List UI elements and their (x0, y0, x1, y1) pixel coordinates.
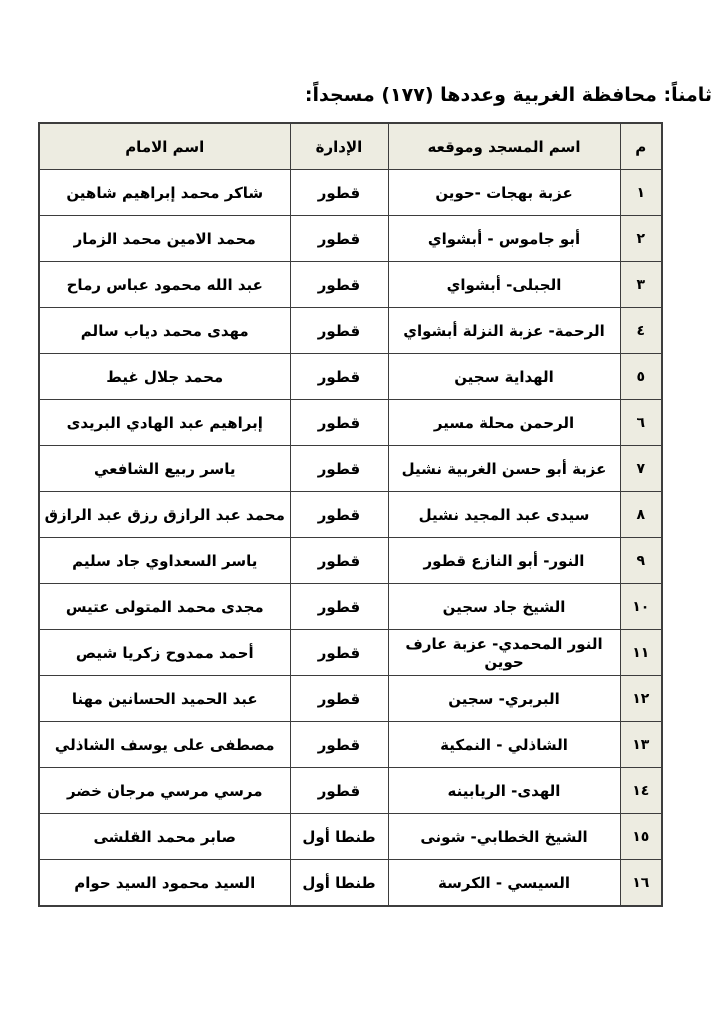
imam-cell: صابر محمد القلشى (39, 814, 290, 860)
imam-cell: ياسر السعداوي جاد سليم (39, 538, 290, 584)
row-number: ١ (620, 170, 662, 216)
imam-cell: مجدى محمد المتولى عتيس (39, 584, 290, 630)
admin-cell: قطور (290, 630, 388, 676)
mosque-cell: سيدى عبد المجيد نشيل (388, 492, 620, 538)
row-number: ١٢ (620, 676, 662, 722)
admin-cell: قطور (290, 354, 388, 400)
imam-cell: عبد الحميد الحسانين مهنا (39, 676, 290, 722)
imam-cell: ياسر ربيع الشافعي (39, 446, 290, 492)
admin-cell: قطور (290, 492, 388, 538)
admin-cell: قطور (290, 538, 388, 584)
table-row (39, 354, 662, 400)
admin-cell: قطور (290, 446, 388, 492)
mosque-cell: الشاذلي - النمكية (388, 722, 620, 768)
mosque-cell: النور- أبو النازع قطور (388, 538, 620, 584)
row-number: ٤ (620, 308, 662, 354)
imam-cell: السيد محمود السيد حوام (39, 860, 290, 907)
imam-cell: محمد الامين محمد الزمار (39, 216, 290, 262)
admin-cell: قطور (290, 308, 388, 354)
table-row (39, 538, 662, 584)
table-row (39, 584, 662, 630)
admin-cell: قطور (290, 722, 388, 768)
table-row (39, 492, 662, 538)
row-number: ٣ (620, 262, 662, 308)
table-header-row (39, 123, 662, 170)
table-row (39, 216, 662, 262)
row-number: ٢ (620, 216, 662, 262)
header-admin: الإدارة (290, 123, 388, 170)
row-number: ٧ (620, 446, 662, 492)
table-row (39, 860, 662, 907)
admin-cell: قطور (290, 262, 388, 308)
row-number: ٨ (620, 492, 662, 538)
mosque-cell: الرحمة- عزبة النزلة أبشواي (388, 308, 620, 354)
header-number: م (620, 123, 662, 170)
table-row (39, 308, 662, 354)
admin-cell: قطور (290, 676, 388, 722)
imam-cell: شاكر محمد إبراهيم شاهين (39, 170, 290, 216)
table-row (39, 170, 662, 216)
admin-cell: قطور (290, 170, 388, 216)
mosque-cell: الرحمن محلة مسير (388, 400, 620, 446)
mosque-cell: النور المحمدي- عزبة عارف حوين (388, 630, 620, 676)
admin-cell: قطور (290, 400, 388, 446)
mosque-cell: عزبة بهجات -حوين (388, 170, 620, 216)
table-row (39, 768, 662, 814)
row-number: ٩ (620, 538, 662, 584)
row-number: ١١ (620, 630, 662, 676)
mosque-cell: الشيخ جاد سجين (388, 584, 620, 630)
table-row (39, 676, 662, 722)
mosque-cell: الهدى- الريابينه (388, 768, 620, 814)
admin-cell: طنطا أول (290, 814, 388, 860)
imam-cell: مصطفى على يوسف الشاذلي (39, 722, 290, 768)
row-number: ١٦ (620, 860, 662, 907)
table-row (39, 446, 662, 492)
imam-cell: محمد عبد الرازق رزق عبد الرازق (39, 492, 290, 538)
admin-cell: قطور (290, 216, 388, 262)
imam-cell: عبد الله محمود عباس رماح (39, 262, 290, 308)
row-number: ١٣ (620, 722, 662, 768)
row-number: ١٤ (620, 768, 662, 814)
imam-cell: مهدى محمد دياب سالم (39, 308, 290, 354)
page-title: ثامناً: محافظة الغربية وعددها (١٧٧) مسجداً: (304, 84, 712, 106)
imam-cell: إبراهيم عبد الهادي البريدى (39, 400, 290, 446)
admin-cell: طنطا أول (290, 860, 388, 907)
mosques-table (38, 122, 663, 907)
row-number: ١٥ (620, 814, 662, 860)
mosque-cell: الشيخ الخطابي- شونى (388, 814, 620, 860)
row-number: ١٠ (620, 584, 662, 630)
mosque-cell: الهداية سجين (388, 354, 620, 400)
table-row (39, 400, 662, 446)
imam-cell: مرسي مرسي مرجان خضر (39, 768, 290, 814)
mosque-cell: أبو جاموس - أبشواي (388, 216, 620, 262)
mosque-cell: البربري- سجين (388, 676, 620, 722)
header-mosque: اسم المسجد وموقعه (388, 123, 620, 170)
imam-cell: أحمد ممدوح زكريا شيص (39, 630, 290, 676)
table-row (39, 722, 662, 768)
table-row (39, 262, 662, 308)
table-row (39, 630, 662, 676)
mosque-cell: عزبة أبو حسن الغربية نشيل (388, 446, 620, 492)
admin-cell: قطور (290, 768, 388, 814)
imam-cell: محمد جلال غيط (39, 354, 290, 400)
mosque-cell: الجبلى- أبشواي (388, 262, 620, 308)
row-number: ٦ (620, 400, 662, 446)
row-number: ٥ (620, 354, 662, 400)
admin-cell: قطور (290, 584, 388, 630)
header-imam: اسم الامام (39, 123, 290, 170)
mosque-cell: السيسي - الكرسة (388, 860, 620, 907)
table-row (39, 814, 662, 860)
